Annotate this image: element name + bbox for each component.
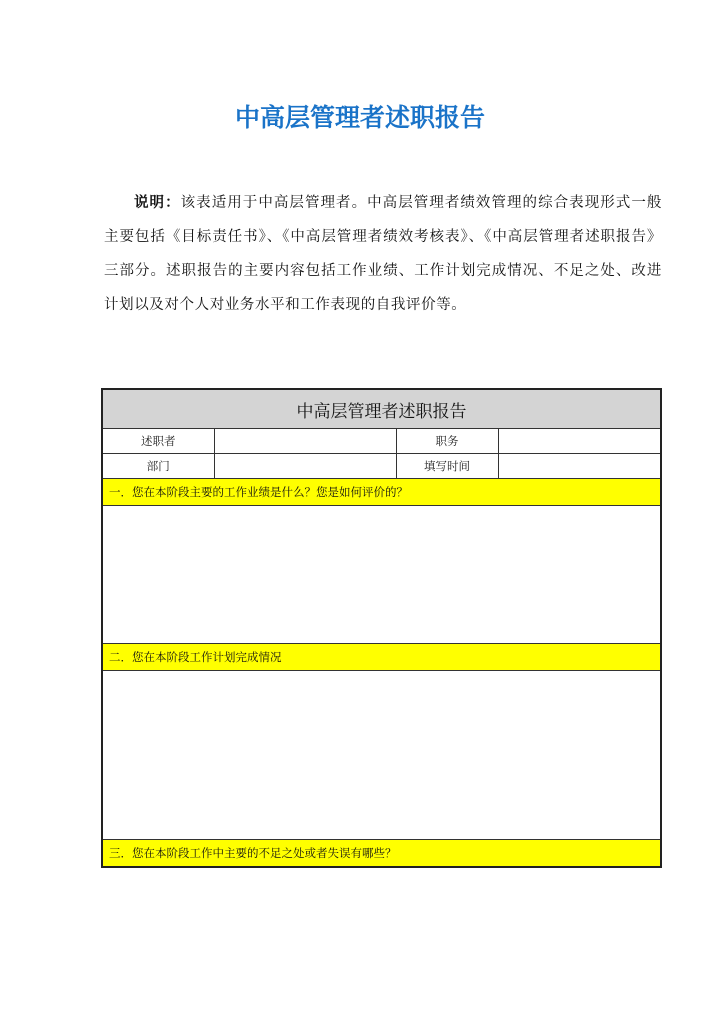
position-field[interactable] [498,429,661,454]
form-header: 中高层管理者述职报告 [102,389,661,429]
date-field[interactable] [498,454,661,479]
date-label: 填写时间 [396,454,498,479]
question-1-answer-area[interactable] [102,506,661,644]
question-3-heading: 三．您在本阶段工作中主要的不足之处或者失误有哪些？ [102,840,661,868]
report-form-table [101,388,662,868]
reporter-label: 述职者 [102,429,214,454]
intro-text: 该表适用于中高层管理者。中高层管理者绩效管理的综合表现形式一般主要包括《目标责任书》、《中高层管理者绩效考核表》、《中高层管理者述职报告》三部分。述职报告的主要内容包括工作业绩、工作计划完成情况、不足之处、改进计划以及对个人对业务水平和工作表现的自我评价等。 [104,195,662,313]
department-label: 部门 [102,454,214,479]
position-label: 职务 [396,429,498,454]
document-title: 中高层管理者述职报告 [234,103,485,132]
question-1-heading: 一．您在本阶段主要的工作业绩是什么？您是如何评价的？ [102,479,661,506]
intro-label: 说明： [134,194,181,211]
question-2-heading: 二．您在本阶段工作计划完成情况 [102,644,661,671]
department-field[interactable] [214,454,396,479]
question-2-answer-area[interactable] [102,671,661,840]
reporter-field[interactable] [214,429,396,454]
intro-paragraph [104,186,662,322]
